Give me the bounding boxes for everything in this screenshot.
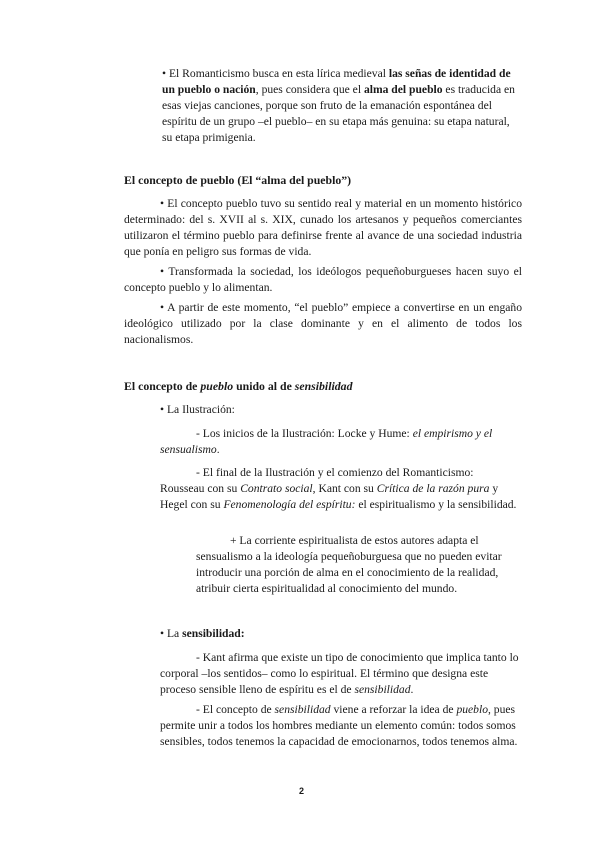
section1-paragraph-3: • A partir de este momento, “el pueblo” empiece a convertirse en un engaño ideológico utilizado por la clase dominante y en el alimento de todos los nacionalismos. <box>124 301 522 346</box>
inicios-text: - Los inicios de la Ilustración: Locke y Hume: <box>196 427 413 440</box>
conc-italic-1: sensibilidad <box>274 703 331 716</box>
intro-text-2: , pues considera que el <box>255 83 364 96</box>
inicios-italic: el empirismo y el sensualismo <box>160 427 493 456</box>
kant-text: - Kant afirma que existe un tipo de conocimiento que implica tanto lo corporal –los sentidos– como lo espiritual. El término que designa este proceso sensible lleno de espíritu es el de <box>160 651 519 696</box>
concepto-sensibilidad-paragraph <box>160 702 522 750</box>
intro-text-1: El Romanticismo busca en esta lírica medieval <box>166 67 389 80</box>
page-number: 2 <box>298 786 304 796</box>
intro-bold-2: alma del pueblo <box>363 83 443 96</box>
section2-title-italic-2: sensibilidad <box>294 379 353 393</box>
section1-paragraph-1: • El concepto pueblo tuvo su sentido real y material en un momento histórico determinado: del s. XVII al s. XIX, cunado los artesanos y pequeños comerciantes utilizaron el término pueblo para definirse frente al avance de una sociedad industria que ponía en peligro sus formas de vida. <box>124 197 522 258</box>
final-italic-1: Contrato social <box>240 482 313 495</box>
kant-paragraph <box>160 650 522 698</box>
ilustracion-inicios <box>160 426 520 458</box>
section2-title <box>124 378 524 394</box>
final-italic-3: Fenomenología del espíritu: <box>223 498 356 511</box>
inicios-end: . <box>216 443 220 456</box>
final-text-4: el espiritualismo y la sensibilidad. <box>355 498 517 511</box>
kant-end: . <box>410 683 414 696</box>
conc-italic-2: pueblo <box>456 703 488 716</box>
sensibilidad-label <box>160 626 460 642</box>
intro-paragraph <box>162 66 520 146</box>
ilustracion-label: • La Ilustración: <box>160 403 235 416</box>
sensibilidad-label-bold: sensibilidad: <box>182 627 245 640</box>
conc-text-1: - El concepto de <box>196 703 275 716</box>
ilustracion-final <box>160 465 520 513</box>
sensibilidad-label-pre: • La <box>160 627 183 640</box>
intro-bullet: • <box>162 67 167 80</box>
conc-text-3: , pues permite unir a todos los hombres mediante un elemento común: todos somos sensibles, todos tenemos la capacidad de emocionarnos, todos tenemos alma. <box>160 703 518 748</box>
section1-title: El concepto de pueblo (El “alma del pueblo”) <box>124 173 352 187</box>
final-text-3: y Hegel con su <box>160 482 499 511</box>
section2-title-mid: unido al de <box>233 379 295 393</box>
conc-text-2: viene a reforzar la idea de <box>330 703 457 716</box>
final-italic-2: Crítica de la razón pura <box>376 482 490 495</box>
intro-text-3: es traducida en esas viejas canciones, porque son fruto de la emanación espontánea del espíritu de un grupo –el pueblo– en su etapa más genuina: su etapa natural, su etapa primigenia. <box>162 83 515 144</box>
final-text-1: - El final de la Ilustración y el comienzo del Romanticismo: Rousseau con su <box>160 466 474 495</box>
kant-italic: sensibilidad <box>354 683 411 696</box>
section1-paragraph-2: • Transformada la sociedad, los ideólogos pequeñoburgueses hacen suyo el concepto pueblo y lo alimentan. <box>124 265 522 294</box>
intro-bold-1: las señas de identidad de un pueblo o nación <box>162 67 511 96</box>
section2-title-italic-1: pueblo <box>200 379 234 393</box>
corriente-espiritualista: + La corriente espiritualista de estos autores adapta el sensualismo a la ideología pequeñoburguesa que no pueden evitar introducir una porción de alma en el conocimiento de la realidad, atribuir cierta espiritualidad al conocimiento del mundo. <box>196 534 502 595</box>
final-text-2: , Kant con su <box>312 482 377 495</box>
section2-title-pre: El concepto de <box>124 379 201 393</box>
